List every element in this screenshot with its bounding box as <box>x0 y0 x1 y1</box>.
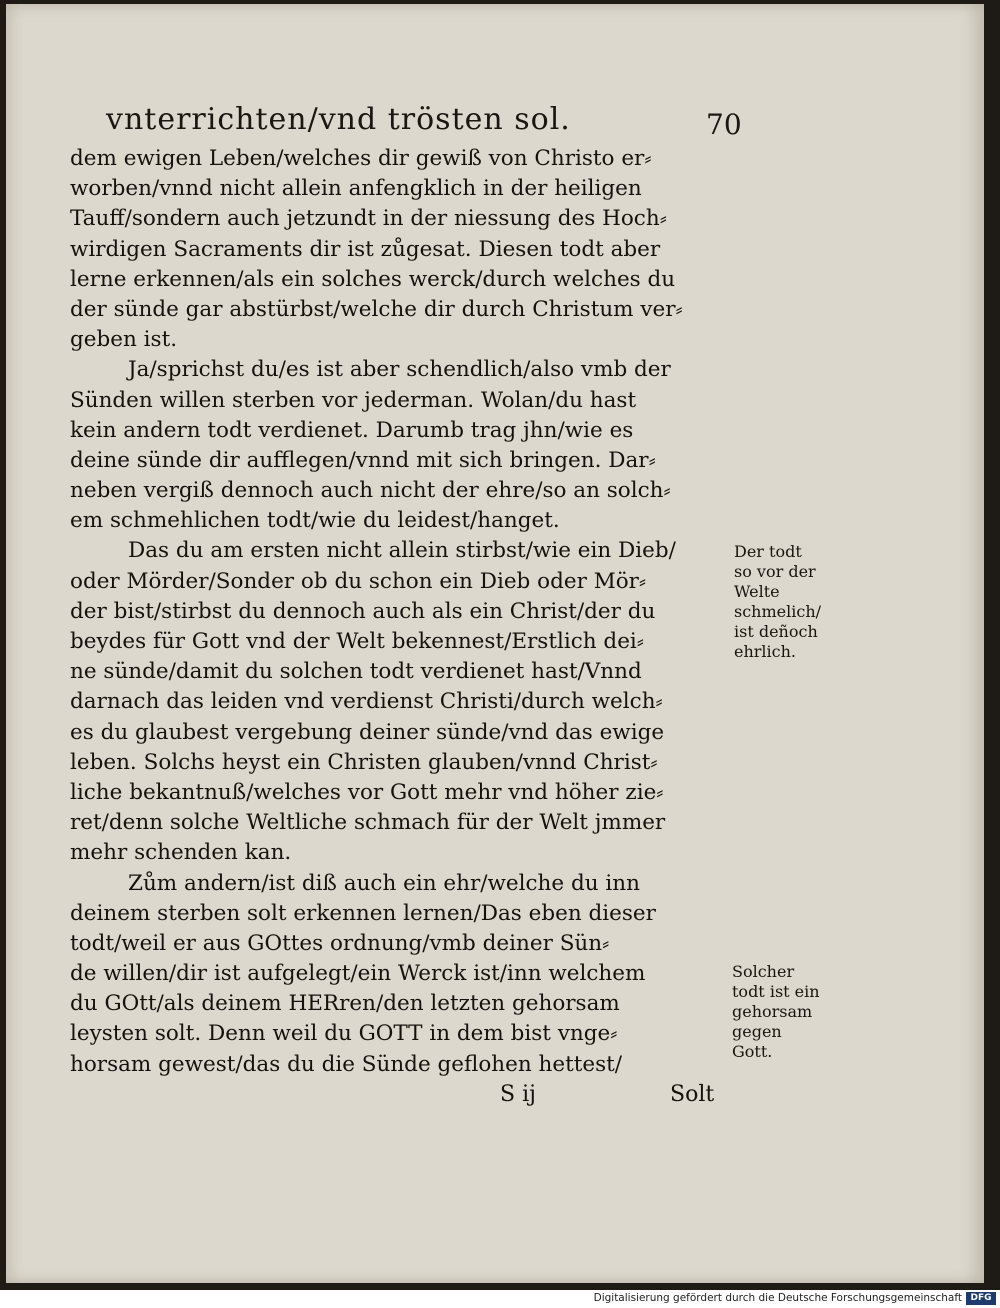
margin-note-line: Gott. <box>732 1042 773 1061</box>
text-line: leben. Solchs heyst ein Christen glauben/vnnd Christ⸗ <box>70 749 658 775</box>
text-line: horsam gewest/das du die Sünde geflohen hettest/ <box>70 1051 623 1077</box>
margin-note-line: Welte <box>734 582 780 601</box>
text-line: der bist/stirbst du dennoch auch als ein Christ/der du <box>70 598 656 624</box>
text-line: ne sünde/damit du solchen todt verdienet hast/Vnnd <box>70 659 642 685</box>
text-line: der sünde gar abstürbst/welche dir durch Christum ver⸗ <box>70 296 683 322</box>
text-line: beydes für Gott vnd der Welt bekennest/Erstlich dei⸗ <box>70 629 644 654</box>
margin-note-line: ehrlich. <box>734 642 797 661</box>
margin-note-line: gegen <box>732 1022 782 1041</box>
footer-bar <box>0 1290 1000 1308</box>
text-line: mehr schenden kan. <box>70 840 292 866</box>
text-line: darnach das leiden vnd verdienst Christi/durch welch⸗ <box>70 689 663 715</box>
text-line: de willen/dir ist aufgelegt/ein Werck ist/inn welchem <box>70 961 646 987</box>
text-line: leysten solt. Denn weil du GOTT in dem bist vnge⸗ <box>70 1021 618 1047</box>
body-text <box>70 144 738 1080</box>
text-line: lerne erkennen/als ein solches werck/durch welches du <box>70 266 676 292</box>
funding-credit: Digitalisierung gefördert durch die Deutsche Forschungsgemeinschaft <box>593 1292 962 1304</box>
margin-note-line: gehorsam <box>732 1002 813 1021</box>
text-line: deine sünde dir aufflegen/vnnd mit sich bringen. Dar⸗ <box>70 447 656 473</box>
paragraph-start-line: Das du am ersten nicht allein stirbst/wie ein Dieb/ <box>128 538 676 564</box>
paragraph-start-line: Zům andern/ist diß auch ein ehr/welche du inn <box>128 870 640 896</box>
text-line: em schmehlichen todt/wie du leidest/hanget. <box>70 508 560 534</box>
text-line: dem ewigen Leben/welches dir gewiß von Christo er⸗ <box>70 146 652 171</box>
text-line: liche bekantnuß/welches vor Gott mehr vnd höher zie⸗ <box>70 779 664 805</box>
margin-note-line: todt ist ein <box>732 982 820 1001</box>
margin-note-obedience <box>732 962 820 1062</box>
text-line: oder Mörder/Sonder ob du schon ein Dieb oder Mör⸗ <box>70 568 647 594</box>
page-number: 70 <box>706 108 742 141</box>
text-line: deinem sterben solt erkennen lernen/Das eben dieser <box>70 900 656 926</box>
margin-note-line: so vor der <box>734 562 816 581</box>
text-line: ret/denn solche Weltliche schmach für der Welt jmmer <box>70 810 666 836</box>
text-line: du GOtt/als deinem HERren/den letzten gehorsam <box>70 991 620 1017</box>
book-page <box>6 4 984 1283</box>
text-line: Tauff/sondern auch jetzundt in der niessung des Hoch⸗ <box>70 206 667 232</box>
text-line: geben ist. <box>70 327 178 353</box>
text-line: wirdigen Sacraments dir ist zůgesat. Diesen todt aber <box>70 236 661 262</box>
margin-note-line: Der todt <box>734 542 802 561</box>
dfg-logo: DFG <box>966 1292 996 1305</box>
margin-note-honorable-death <box>734 542 821 662</box>
catchword: Solt <box>670 1082 715 1107</box>
text-line: es du glaubest vergebung deiner sünde/vnd das ewige <box>70 719 665 745</box>
margin-note-line: ist deñoch <box>734 622 818 641</box>
text-line: worben/vnnd nicht allein anfengklich in der heiligen <box>70 176 642 202</box>
signature-mark: S ij <box>500 1082 536 1107</box>
text-line: kein andern todt verdienet. Darumb trag jhn/wie es <box>70 417 634 443</box>
text-line: todt/weil er aus GOttes ordnung/vmb deiner Sün⸗ <box>70 930 610 956</box>
text-line: neben vergiß dennoch auch nicht der ehre/so an solch⸗ <box>70 478 671 504</box>
running-head: vnterrichten/vnd trösten sol. <box>106 102 571 137</box>
text-line: Sünden willen sterben vor jederman. Wolan/du hast <box>70 387 637 413</box>
paragraph-start-line: Ja/sprichst du/es ist aber schendlich/also vmb der <box>128 357 671 383</box>
margin-note-line: Solcher <box>732 962 795 981</box>
margin-note-line: schmelich/ <box>734 602 822 621</box>
